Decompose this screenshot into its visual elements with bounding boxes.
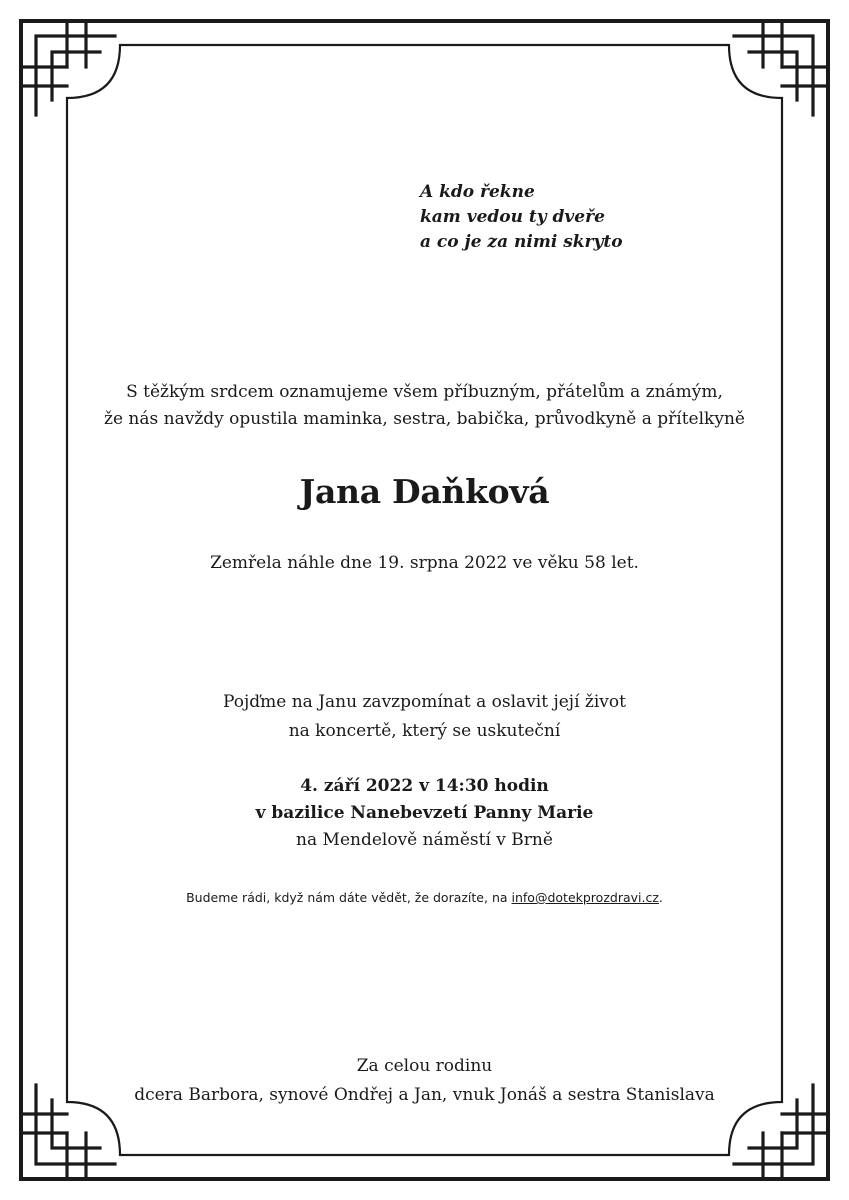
signature-line: dcera Barbora, synové Ondřej a Jan, vnuk Jonáš a sestra Stanislava	[134, 1085, 715, 1105]
announcement-text	[0, 379, 849, 433]
rsvp-prefix: Budeme rádi, když nám dáte vědět, že dorazíte, na	[186, 890, 512, 905]
event-details	[0, 773, 849, 854]
event-datetime: 4. září 2022 v 14:30 hodin	[300, 776, 549, 796]
poem-line: kam vedou ty dveře	[420, 207, 605, 227]
deceased-name: Jana Daňková	[299, 472, 550, 511]
invitation-text	[0, 688, 849, 746]
poem-line: A kdo řekne	[420, 182, 535, 202]
event-venue: v bazilice Nanebevzetí Panny Marie	[255, 803, 594, 823]
poem-line: a co je za nimi skryto	[420, 232, 623, 252]
family-signature	[0, 1052, 849, 1110]
rsvp-suffix: .	[658, 890, 663, 905]
rsvp-email-link[interactable]: info@dotekprozdravi.cz	[511, 890, 659, 905]
rsvp-note	[0, 888, 849, 908]
announcement-line: že nás navždy opustila maminka, sestra, babička, průvodkyně a přítelkyně	[104, 409, 745, 429]
invitation-line: Pojďme na Janu zavzpomínat a oslavit její život	[223, 692, 626, 712]
event-place: na Mendelově náměstí v Brně	[296, 830, 553, 850]
poem-quote	[420, 180, 623, 255]
signature-line: Za celou rodinu	[356, 1056, 493, 1076]
invitation-line: na koncertě, který se uskuteční	[288, 721, 561, 741]
death-note: Zemřela náhle dne 19. srpna 2022 ve věku 58 let.	[210, 553, 639, 573]
announcement-line: S těžkým srdcem oznamujeme všem příbuzným, přátelům a známým,	[126, 382, 723, 402]
